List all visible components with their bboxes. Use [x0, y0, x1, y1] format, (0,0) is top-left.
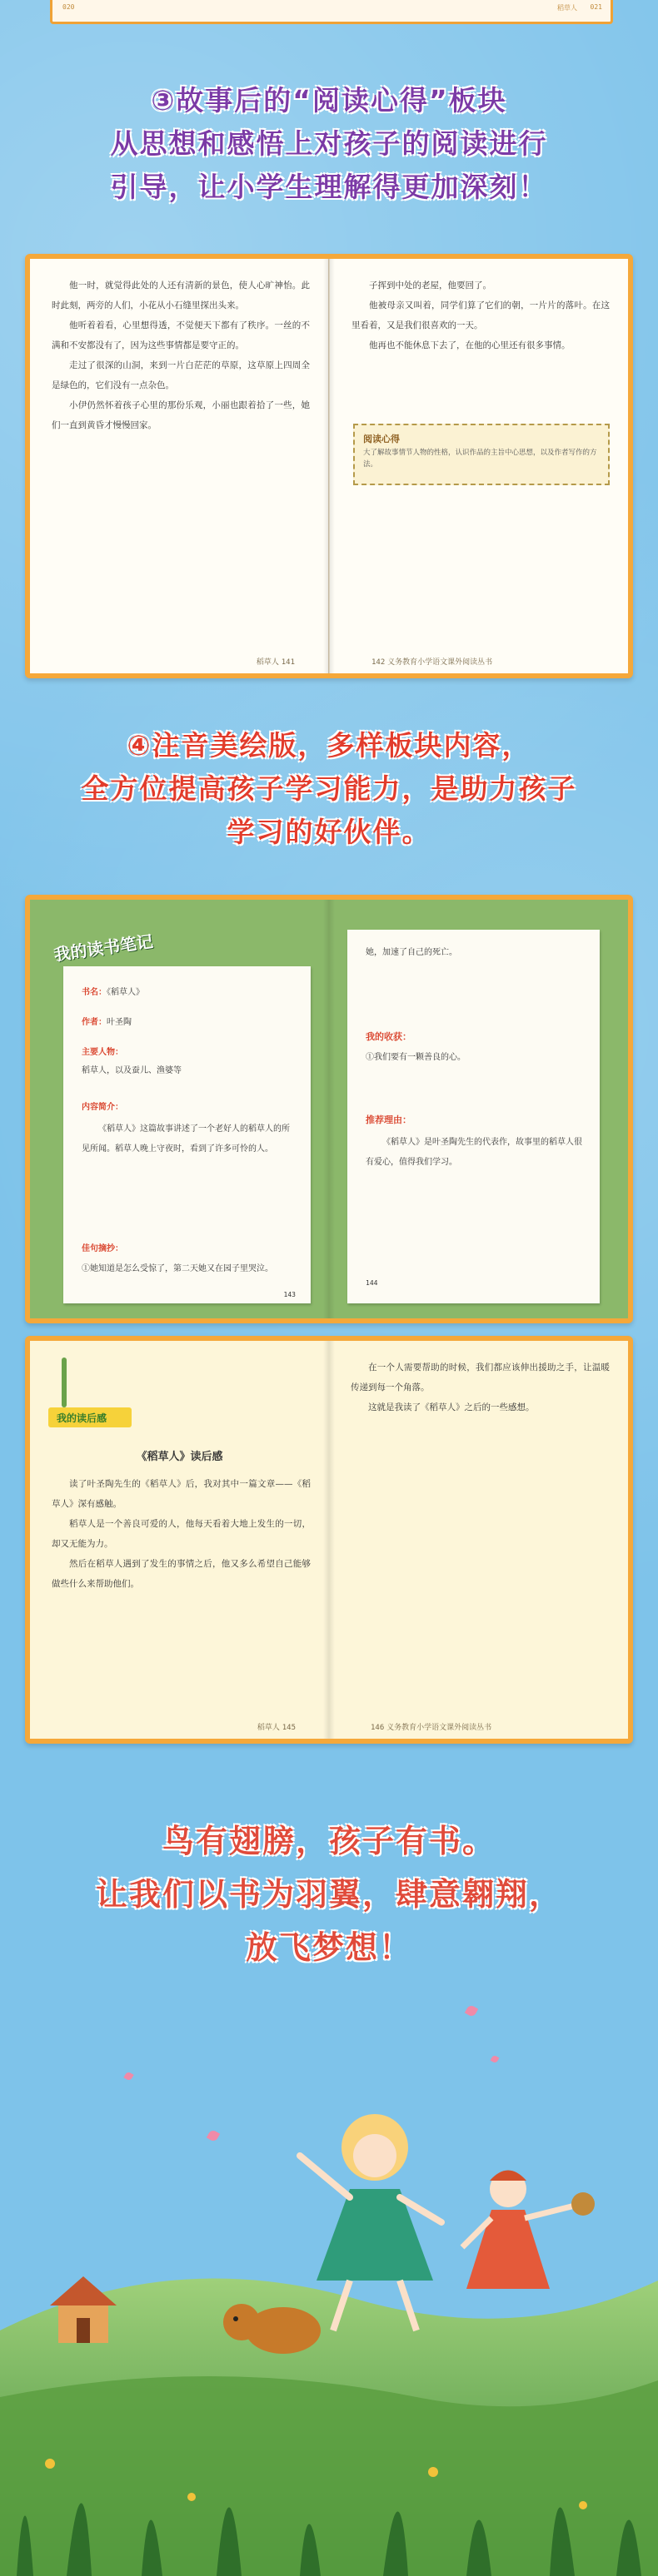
page-number: 020: [62, 3, 75, 11]
meadow-svg: [0, 2081, 658, 2576]
page-number: 146: [371, 1724, 385, 1732]
book3-right-text: [351, 1357, 610, 1417]
closing-line1: 鸟有翅膀，孩子有书。: [162, 1823, 496, 1859]
page-number: 021: [590, 3, 602, 11]
characters-label: 主要人物：: [82, 1048, 123, 1057]
footer-label: 稻草人: [557, 4, 577, 12]
summary-label: 内容简介：: [82, 1103, 123, 1112]
book-name: 《稻草人》: [107, 988, 144, 997]
characters: 稻草人，以及蚕儿、渔婆等: [82, 1066, 182, 1075]
paragraph: 他听着着看，心里想得透，不觉便天下都有了秩序。一丝的不满和不安都没有了，因为这些事情都是要守正的。: [52, 320, 310, 350]
footer-label: 义务教育小学语文课外阅读丛书: [386, 1724, 492, 1732]
book-name-label: 书名：: [82, 988, 107, 997]
footer-label: 稻草人: [257, 1724, 280, 1732]
page-number: 143: [283, 1291, 296, 1298]
paragraph: 小伊仍然怀着孩子心里的那份乐观，小丽也跟着拾了一些，她们一直到黄昏才慢慢回家。: [52, 400, 310, 430]
paragraph: 他一时，就觉得此处的人还有清新的景色，使人心旷神怡。此时此刻，两旁的人们，小花从小石缝里探出头来。: [52, 280, 310, 310]
quote-label: 佳句摘抄：: [82, 1244, 123, 1253]
summary: 《稻草人》这篇故事讲述了一个老好人的稻草人的所见所闻。稻草人晚上守夜时，看到了许多可怜的人。: [82, 1124, 290, 1154]
reflection-banner: [48, 1407, 132, 1427]
page-number: 144: [366, 1279, 378, 1287]
closing-heading: [0, 1814, 658, 1974]
paragraph: 子挥到中处的老屋，他要回了。: [369, 280, 491, 290]
author: 叶圣陶: [107, 1018, 132, 1027]
paragraph: 这就是我读了《稻草人》之后的一些感想。: [368, 1402, 535, 1412]
section3-line2: 从思想和感悟上对孩子的阅读进行: [110, 127, 548, 160]
diary-title: 我的读书笔记: [52, 931, 155, 965]
paragraph: 稻草人是一个善良可爱的人，他每天看着大地上发生的一切，却又无能为力。: [52, 1519, 311, 1549]
house-icon: [50, 2276, 117, 2343]
book3-left-page: [30, 1341, 329, 1739]
girl-red-dress: [462, 2171, 595, 2290]
footer-label: 义务教育小学语文课外阅读丛书: [387, 658, 493, 667]
banner-label: 我的读后感: [57, 1412, 107, 1424]
essay-title: 《稻草人》读后感: [136, 1451, 223, 1463]
book1-left-page: [30, 259, 329, 673]
page-number: 141: [281, 658, 295, 667]
recommend: 《稻草人》是叶圣陶先生的代表作，故事里的稻草人很有爱心，值得我们学习。: [366, 1138, 582, 1167]
book1-right-page: [329, 259, 628, 673]
book1-right-text: [351, 275, 610, 417]
sidebox-title: 阅读心得: [363, 434, 400, 444]
section3-heading: [0, 79, 658, 209]
section3-line1: ③故事后的“阅读心得”板块: [151, 84, 507, 117]
footer-label: 稻草人: [256, 658, 279, 667]
paragraph: 他再也不能休息下去了，在他的心里还有很多事情。: [369, 340, 571, 350]
children-meadow-illustration: [0, 2081, 658, 2576]
author-label: 作者：: [82, 1018, 107, 1027]
section4-line1: ④注音美绘版，多样板块内容，: [127, 729, 531, 762]
paragraph: 读了叶圣陶先生的《稻草人》后，我对其中一篇文章——《稻草人》深有感触。: [52, 1479, 311, 1509]
closing-line3: 放飞梦想！: [245, 1929, 412, 1966]
harvest-label: 我的收获：: [366, 1031, 411, 1042]
book2-right-page: [329, 900, 628, 1318]
reading-insight-box: [353, 424, 610, 485]
section4-heading: [0, 724, 658, 854]
harvest: ①我们要有一颗善良的心。: [366, 1053, 466, 1062]
paragraph: 走过了很深的山洞，来到一片白茫茫的草原，这草原上四周全是绿色的，它们没有一点杂色。: [52, 360, 310, 390]
book-spread-3: [25, 1336, 633, 1744]
section4-line3: 学习的好伙伴。: [227, 816, 431, 848]
note-continued-text: 她，加速了自己的死亡。: [366, 948, 457, 957]
section3-line3: 引导，让小学生理解得更加深刻！: [110, 171, 548, 203]
book3-left-text: [52, 1474, 311, 1594]
page-number: 142: [371, 658, 386, 667]
closing-line2: 让我们以书为羽翼，肆意翱翔，: [95, 1876, 562, 1913]
quote: ①她知道是怎么受惊了，第二天她又在园子里哭泣。: [82, 1264, 273, 1273]
book3-right-page: [329, 1341, 628, 1739]
page-number: 145: [282, 1724, 296, 1732]
section4-line2: 全方位提高孩子学习能力，是助力孩子: [81, 772, 577, 805]
paragraph: 然后在稻草人遇到了发生的事情之后，他又多么希望自己能够做些什么来帮助他们。: [52, 1559, 311, 1589]
top-book-strip: [50, 0, 613, 24]
sprout-icon: [62, 1357, 67, 1407]
sidebox-text: 大了解故事情节人物的性格，认识作品的主旨中心思想，以及作者写作的方法。: [363, 449, 597, 469]
paragraph: 在一个人需要帮助的时候，我们都应该伸出援助之手，让温暖传递到每一个角落。: [351, 1362, 610, 1392]
recommend-label: 推荐理由：: [366, 1114, 411, 1125]
book-spread-1: [25, 254, 633, 678]
book1-left-text: [52, 275, 310, 435]
paragraph: 他被母亲又叫着，同学们算了它们的朝，一片片的落叶。在这里看着，又是我们很喜欢的一天。: [351, 300, 610, 330]
note-card-right: [347, 930, 600, 1303]
book-spread-2: [25, 895, 633, 1323]
book2-left-page: [30, 900, 329, 1318]
note-card-left: [63, 966, 311, 1303]
